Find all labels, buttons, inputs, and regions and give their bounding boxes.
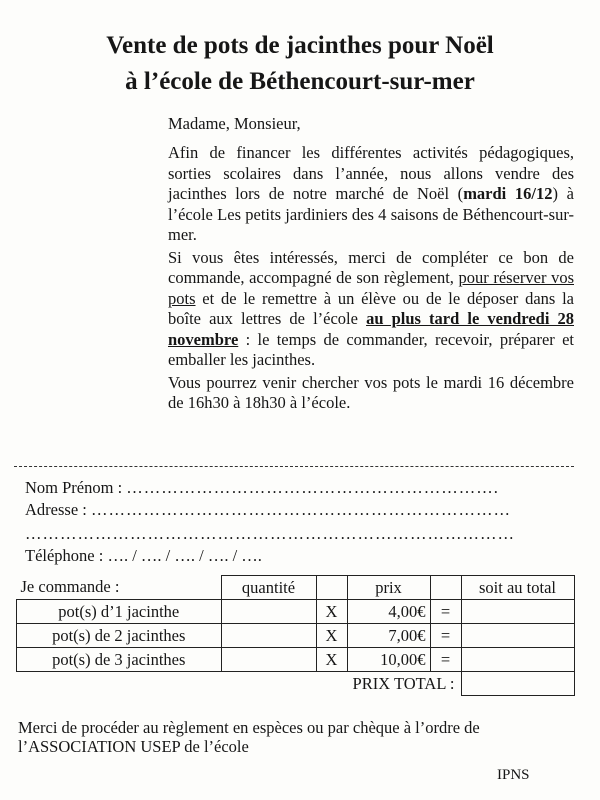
page-title-line-2: à l’école de Béthencourt-sur-mer [125,68,475,95]
page-title-line-1: Vente de pots de jacinthes pour Noël [106,32,494,59]
times-sign: X [316,624,347,648]
salutation: Madame, Monsieur, [168,114,301,133]
p2-text: Si vous êtes intéressés, merci de compléter ce bon de commande, accompagné de son règlement, [168,247,574,287]
je-commande-label: Je commande : [20,577,120,597]
quantity-input[interactable] [221,648,316,672]
p1-text-end: ) à l’école Les petits jardiniers des 4 saisons de Béthencourt-sur-mer. [168,184,574,244]
quantity-input[interactable] [221,600,316,624]
subtotal-input[interactable] [461,648,574,672]
payment-note: Merci de procéder au règlement en espèces ou par chèque à l’ordre de l’ASSOCIATION USEP de l’école [18,718,480,756]
name-field[interactable] [25,478,499,498]
subtotal-input[interactable] [461,600,574,624]
subtotal-input[interactable] [461,624,574,648]
address-dots: ……………………………………………………………… [90,500,511,519]
name-label: Nom Prénom : [25,478,123,497]
cut-line [14,466,574,467]
unit-price: 10,00€ [347,648,430,672]
p2-deadline: au plus tard le vendredi 28 novembre [168,309,574,349]
equals-sign: = [430,600,461,624]
paragraph-1 [168,143,574,246]
row-label: pot(s) d’1 jacinthe [17,600,222,624]
total-spacer [17,672,222,696]
phone-label: Téléphone : [25,546,104,565]
address-field[interactable] [25,500,511,520]
row-label: pot(s) de 2 jacinthes [17,624,222,648]
address-label: Adresse : [25,500,87,519]
order-row [17,624,575,648]
name-dots: ………………………………………………………. [126,478,499,497]
p2-text-end: : le temps de commander, recevoir, préparer et emballer les jacinthes. [168,329,574,369]
col-eq-spacer [430,576,461,600]
times-sign: X [316,648,347,672]
p1-text: Afin de financer les différentes activités pédagogiques, sorties scolaires dans l’année, nous allons vendre des jacinthes lors de notre marché de Noël ( [168,143,574,203]
times-sign: X [316,600,347,624]
prix-total-label: PRIX TOTAL : [352,673,455,693]
unit-price: 4,00€ [347,600,430,624]
ipns-mark: IPNS [497,767,530,783]
phone-dots: …. / …. / …. / …. / …. [107,546,262,565]
letter-body [168,143,574,422]
grand-total-input[interactable] [461,672,574,696]
col-total: soit au total [461,576,574,600]
address-field-line-2[interactable] [25,524,515,544]
col-prix: prix [347,576,430,600]
order-row [17,648,575,672]
order-table [16,575,575,696]
paragraph-3: Vous pourrez venir chercher vos pots le mardi 16 décembre de 16h30 à 18h30 à l’école. [168,372,574,412]
row-label: pot(s) de 3 jacinthes [17,648,222,672]
equals-sign: = [430,624,461,648]
quantity-input[interactable] [221,624,316,648]
phone-field[interactable] [25,546,262,566]
p2-underlined: pour réserver vos pots [168,268,574,308]
paragraph-2 [168,248,574,371]
order-header-row [17,576,575,600]
equals-sign: = [430,648,461,672]
address-dots-2: ………………………………………………………………………… [25,524,515,543]
order-row [17,600,575,624]
col-x-spacer [316,576,347,600]
total-row [17,672,575,696]
unit-price: 7,00€ [347,624,430,648]
col-quantite: quantité [221,576,316,600]
p2-text-mid: et de le remettre à un élève ou de le déposer dans la boîte aux lettres de l’école [168,288,574,328]
p1-date: mardi 16/12 [463,184,553,203]
